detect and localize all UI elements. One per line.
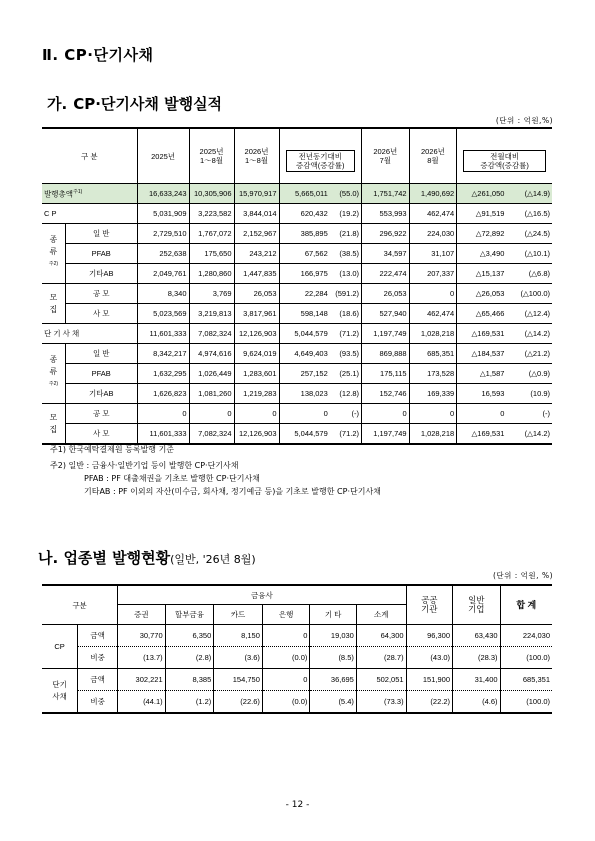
table-row (42, 384, 552, 404)
cell: (-) (330, 404, 362, 424)
cell: △26,053 (457, 284, 507, 304)
header-total: 합 계 (500, 585, 552, 625)
subsection-paren: (일반, '26년 8월) (170, 553, 256, 566)
table-row (42, 264, 552, 284)
subsection-text: 업종별 발행현황 (63, 549, 171, 567)
cell: (71.2) (330, 324, 362, 344)
cell: 4,649,403 (279, 344, 330, 364)
cell: 3,817,961 (234, 304, 279, 324)
table-row (42, 625, 552, 647)
unit-label: (단위 : 억원,%) (495, 116, 553, 125)
cell: (△16.5) (506, 204, 552, 224)
cell: 1,028,218 (409, 424, 457, 445)
cell: 1,028,218 (409, 324, 457, 344)
header-bank: 은행 (262, 605, 310, 625)
cell: 0 (362, 404, 410, 424)
cell: 1,283,601 (234, 364, 279, 384)
row-label: 공 모 (65, 284, 137, 304)
table-row (42, 424, 552, 445)
cell: 8,150 (214, 625, 263, 647)
cell: 462,474 (409, 204, 457, 224)
cell: 5,031,909 (137, 204, 189, 224)
cell: 31,400 (453, 669, 501, 691)
cell: 4,974,616 (189, 344, 234, 364)
group-label-type: 종 류 $^{주2)}$ (42, 224, 65, 284)
row-label-cp: C P (42, 204, 137, 224)
cell: △3,490 (457, 244, 507, 264)
cell: 31,107 (409, 244, 457, 264)
header-gubun: 구 분 (42, 128, 137, 184)
subsection-number: 나. (38, 549, 59, 567)
issuance-table (42, 127, 552, 445)
cell: 0 (409, 404, 457, 424)
cell: (22.2) (406, 691, 452, 714)
cell: 3,769 (189, 284, 234, 304)
footnote-line: PFAB : PF 대출채권을 기초로 발행한 CP·단기사채 (84, 474, 260, 483)
page-number: - 12 - (285, 800, 310, 810)
cell: (△100.0) (506, 284, 552, 304)
header-2026-jan-aug: 2026년 1～8월 (234, 128, 279, 184)
cell: (△24.5) (506, 224, 552, 244)
cell: △91,519 (457, 204, 507, 224)
header-2025-jan-aug: 2025년 1～8월 (189, 128, 234, 184)
cell: 12,126,903 (234, 424, 279, 445)
cell: (19.2) (330, 204, 362, 224)
row-label: 기타AB (65, 384, 137, 404)
cell: (△14.2) (524, 429, 550, 438)
cell: △15,137 (457, 264, 507, 284)
cell: (100.0) (500, 691, 552, 714)
cell: 16,593 (457, 384, 507, 404)
header-installment: 할부금융 (165, 605, 214, 625)
cell: 138,023 (279, 384, 330, 404)
cell: 1,197,749 (362, 324, 410, 344)
subsection-title-by-industry (38, 547, 256, 568)
table-row (42, 284, 552, 304)
cell: 0 (279, 404, 330, 424)
cell: 8,340 (137, 284, 189, 304)
table-row (42, 244, 552, 264)
cell: 502,051 (356, 669, 406, 691)
cell: (△14.2) (506, 324, 552, 344)
table-row (42, 304, 552, 324)
row-label: 금액 (78, 625, 118, 647)
row-label-short-term-bond: 단 기 사 채 (42, 324, 137, 344)
cell: 7,082,324 (189, 424, 234, 445)
table-row (42, 324, 552, 344)
cell: 169,339 (409, 384, 457, 404)
cell: (2.8) (165, 647, 214, 669)
cell: 67,562 (279, 244, 330, 264)
cell: 598,148 (279, 304, 330, 324)
cell: 296,922 (362, 224, 410, 244)
header-other: 기 타 (310, 605, 356, 625)
group-label-type: 종 류 $^{주2)}$ (42, 344, 65, 404)
cell: 34,597 (362, 244, 410, 264)
row-label: 공 모 (65, 404, 137, 424)
table-row (42, 647, 552, 669)
cell: 462,474 (409, 304, 457, 324)
cell: 257,152 (279, 364, 330, 384)
cell: (12.8) (330, 384, 362, 404)
cell: 0 (262, 669, 310, 691)
cell: 527,940 (362, 304, 410, 324)
row-label-total: 발행총액$^{주1)}$ (42, 184, 137, 204)
cell: (5.4) (310, 691, 356, 714)
cell: △169,531 (457, 424, 507, 445)
cell: 1,026,449 (189, 364, 234, 384)
header-card: 카드 (214, 605, 263, 625)
cell: △72,892 (457, 224, 507, 244)
cell: 0 (189, 404, 234, 424)
cell: (100.0) (500, 647, 552, 669)
cell: 19,030 (310, 625, 356, 647)
cell: 175,650 (189, 244, 234, 264)
cell: 1,626,823 (137, 384, 189, 404)
table-row (42, 669, 552, 691)
cell: 64,300 (356, 625, 406, 647)
footnote-2 (50, 459, 381, 498)
cell: 222,474 (362, 264, 410, 284)
cell: 5,044,579 (279, 424, 330, 445)
cell: 1,490,692 (409, 184, 457, 204)
cell: 36,695 (310, 669, 356, 691)
cell: (13.0) (330, 264, 362, 284)
cell: 553,993 (362, 204, 410, 224)
cell: (55.0) (330, 184, 362, 204)
cell: (71.2) (339, 429, 360, 438)
cell: 22,284 (279, 284, 330, 304)
cell: 1,767,072 (189, 224, 234, 244)
table-row (42, 224, 552, 244)
row-label: 비중 (78, 691, 118, 714)
cell: (25.1) (330, 364, 362, 384)
cell: 12,126,903 (234, 324, 279, 344)
cell: 3,844,014 (234, 204, 279, 224)
cell: 26,053 (234, 284, 279, 304)
cell: 0 (262, 625, 310, 647)
cell: 3,219,813 (189, 304, 234, 324)
cell: (-) (506, 404, 552, 424)
cell: (73.3) (356, 691, 406, 714)
table-row (42, 404, 552, 424)
cell: 224,030 (409, 224, 457, 244)
cell: 9,624,019 (234, 344, 279, 364)
cell: 685,351 (500, 669, 552, 691)
table-row (42, 184, 552, 204)
cell: (8.5) (310, 647, 356, 669)
row-label: 기타AB (65, 264, 137, 284)
cell: 154,750 (214, 669, 263, 691)
cell: △184,537 (457, 344, 507, 364)
cell: (93.5) (330, 344, 362, 364)
cell: △1,587 (457, 364, 507, 384)
cell: 243,212 (234, 244, 279, 264)
cell: 5,023,569 (137, 304, 189, 324)
cell: (3.6) (214, 647, 263, 669)
cell: 1,632,295 (137, 364, 189, 384)
cell: 685,351 (409, 344, 457, 364)
cell: 5,044,579 (279, 324, 330, 344)
cell: (591.2) (330, 284, 362, 304)
cell: (0.0) (262, 691, 310, 714)
cell: (18.6) (330, 304, 362, 324)
header-subtotal: 소계 (356, 605, 406, 625)
cell: 26,053 (362, 284, 410, 304)
cell: 173,528 (409, 364, 457, 384)
cell: (28.3) (453, 647, 501, 669)
cell: 2,729,510 (137, 224, 189, 244)
group-label-cp: CP (42, 625, 78, 669)
cell: 152,746 (362, 384, 410, 404)
cell: (22.6) (214, 691, 263, 714)
cell: 302,221 (118, 669, 166, 691)
cell: (△14.9) (506, 184, 552, 204)
cell: 0 (457, 404, 507, 424)
cell: (△10.1) (506, 244, 552, 264)
table-row (42, 204, 552, 224)
cell: 96,300 (406, 625, 452, 647)
cell: 15,970,917 (234, 184, 279, 204)
header-2026-aug: 2026년 8월 (409, 128, 457, 184)
row-label: 사 모 (65, 424, 137, 445)
cell: △169,531 (457, 324, 507, 344)
cell: (43.0) (406, 647, 452, 669)
cell: (21.8) (330, 224, 362, 244)
cell: 11,601,333 (137, 424, 189, 445)
cell: 207,337 (409, 264, 457, 284)
row-label: PFAB (65, 364, 137, 384)
row-label: 일 반 (65, 344, 137, 364)
cell: (10.9) (506, 384, 552, 404)
cell: 11,601,333 (137, 324, 189, 344)
footnote-1: 주1) 한국예탁결제원 등록발행 기준 (50, 445, 175, 454)
row-label: 금액 (78, 669, 118, 691)
cell: 1,081,260 (189, 384, 234, 404)
cell: 151,900 (406, 669, 452, 691)
cell: (1.2) (165, 691, 214, 714)
row-label: 일 반 (65, 224, 137, 244)
cell: 0 (137, 404, 189, 424)
cell: △261,050 (457, 184, 507, 204)
row-label: 비중 (78, 647, 118, 669)
unit-label: (단위 : 억원, %) (492, 571, 553, 580)
industry-table (42, 584, 552, 714)
cell: 1,280,860 (189, 264, 234, 284)
subsection-text: CP·단기사채 발행실적 (73, 95, 223, 113)
cell: 1,751,742 (362, 184, 410, 204)
cell: (44.1) (118, 691, 166, 714)
cell: 10,305,906 (189, 184, 234, 204)
cell: 16,633,243 (137, 184, 189, 204)
footnote-line: 주2) 일반 : 금융사·일반기업 등이 발행한 CP·단기사채 (50, 461, 239, 470)
cell: 175,115 (362, 364, 410, 384)
cell: 224,030 (500, 625, 552, 647)
cell: 8,385 (165, 669, 214, 691)
cell: 63,430 (453, 625, 501, 647)
cell: 869,888 (362, 344, 410, 364)
cell: 7,082,324 (189, 324, 234, 344)
cell: (28.7) (356, 647, 406, 669)
cell: (△12.4) (506, 304, 552, 324)
cell: 0 (234, 404, 279, 424)
header-securities: 증권 (118, 605, 166, 625)
row-label: PFAB (65, 244, 137, 264)
cell: (△0.9) (506, 364, 552, 384)
table-row (42, 691, 552, 714)
cell: (0.0) (262, 647, 310, 669)
header-mom: 전월대비 증감액(증감률) (463, 150, 546, 172)
header-finance: 금융사 (118, 585, 406, 605)
cell: (△6.8) (506, 264, 552, 284)
row-label: 사 모 (65, 304, 137, 324)
cell: (4.6) (453, 691, 501, 714)
cell: 0 (409, 284, 457, 304)
cell: 252,638 (137, 244, 189, 264)
cell: 1,447,835 (234, 264, 279, 284)
cell: 8,342,217 (137, 344, 189, 364)
table-row (42, 344, 552, 364)
table-row (42, 364, 552, 384)
cell: 2,049,761 (137, 264, 189, 284)
group-label-offering: 모 집 (42, 284, 65, 324)
cell: 1,197,749 (362, 424, 410, 445)
header-yoy: 전년동기대비 증감액(증감률) (286, 150, 356, 172)
header-2026-jul: 2026년 7월 (362, 128, 410, 184)
footnote-line: 기타AB : PF 이외의 자산(미수금, 회사채, 정기예금 등)을 기초로 발행한 CP·단기사채 (84, 487, 381, 496)
cell: (△21.2) (506, 344, 552, 364)
cell: 2,152,967 (234, 224, 279, 244)
group-label-offering: 모 집 (42, 404, 65, 445)
header-general: 일반 기업 (453, 585, 501, 625)
cell: (13.7) (118, 647, 166, 669)
cell: 166,975 (279, 264, 330, 284)
header-gubun: 구분 (42, 585, 118, 625)
header-2025: 2025년 (137, 128, 189, 184)
section-title: Ⅱ. CP·단기사채 (42, 46, 154, 64)
group-label-short-term-bond: 단기 사채 (52, 679, 67, 701)
cell: 3,223,582 (189, 204, 234, 224)
cell: △65,466 (457, 304, 507, 324)
header-public: 공공 기관 (406, 585, 452, 625)
cell: 1,219,283 (234, 384, 279, 404)
subsection-number: 가. (47, 95, 68, 113)
cell: 5,665,011 (279, 184, 330, 204)
cell: 385,895 (279, 224, 330, 244)
cell: 30,770 (118, 625, 166, 647)
cell: (38.5) (330, 244, 362, 264)
cell: 620,432 (279, 204, 330, 224)
subsection-title-issuance (47, 93, 222, 114)
cell: 6,350 (165, 625, 214, 647)
